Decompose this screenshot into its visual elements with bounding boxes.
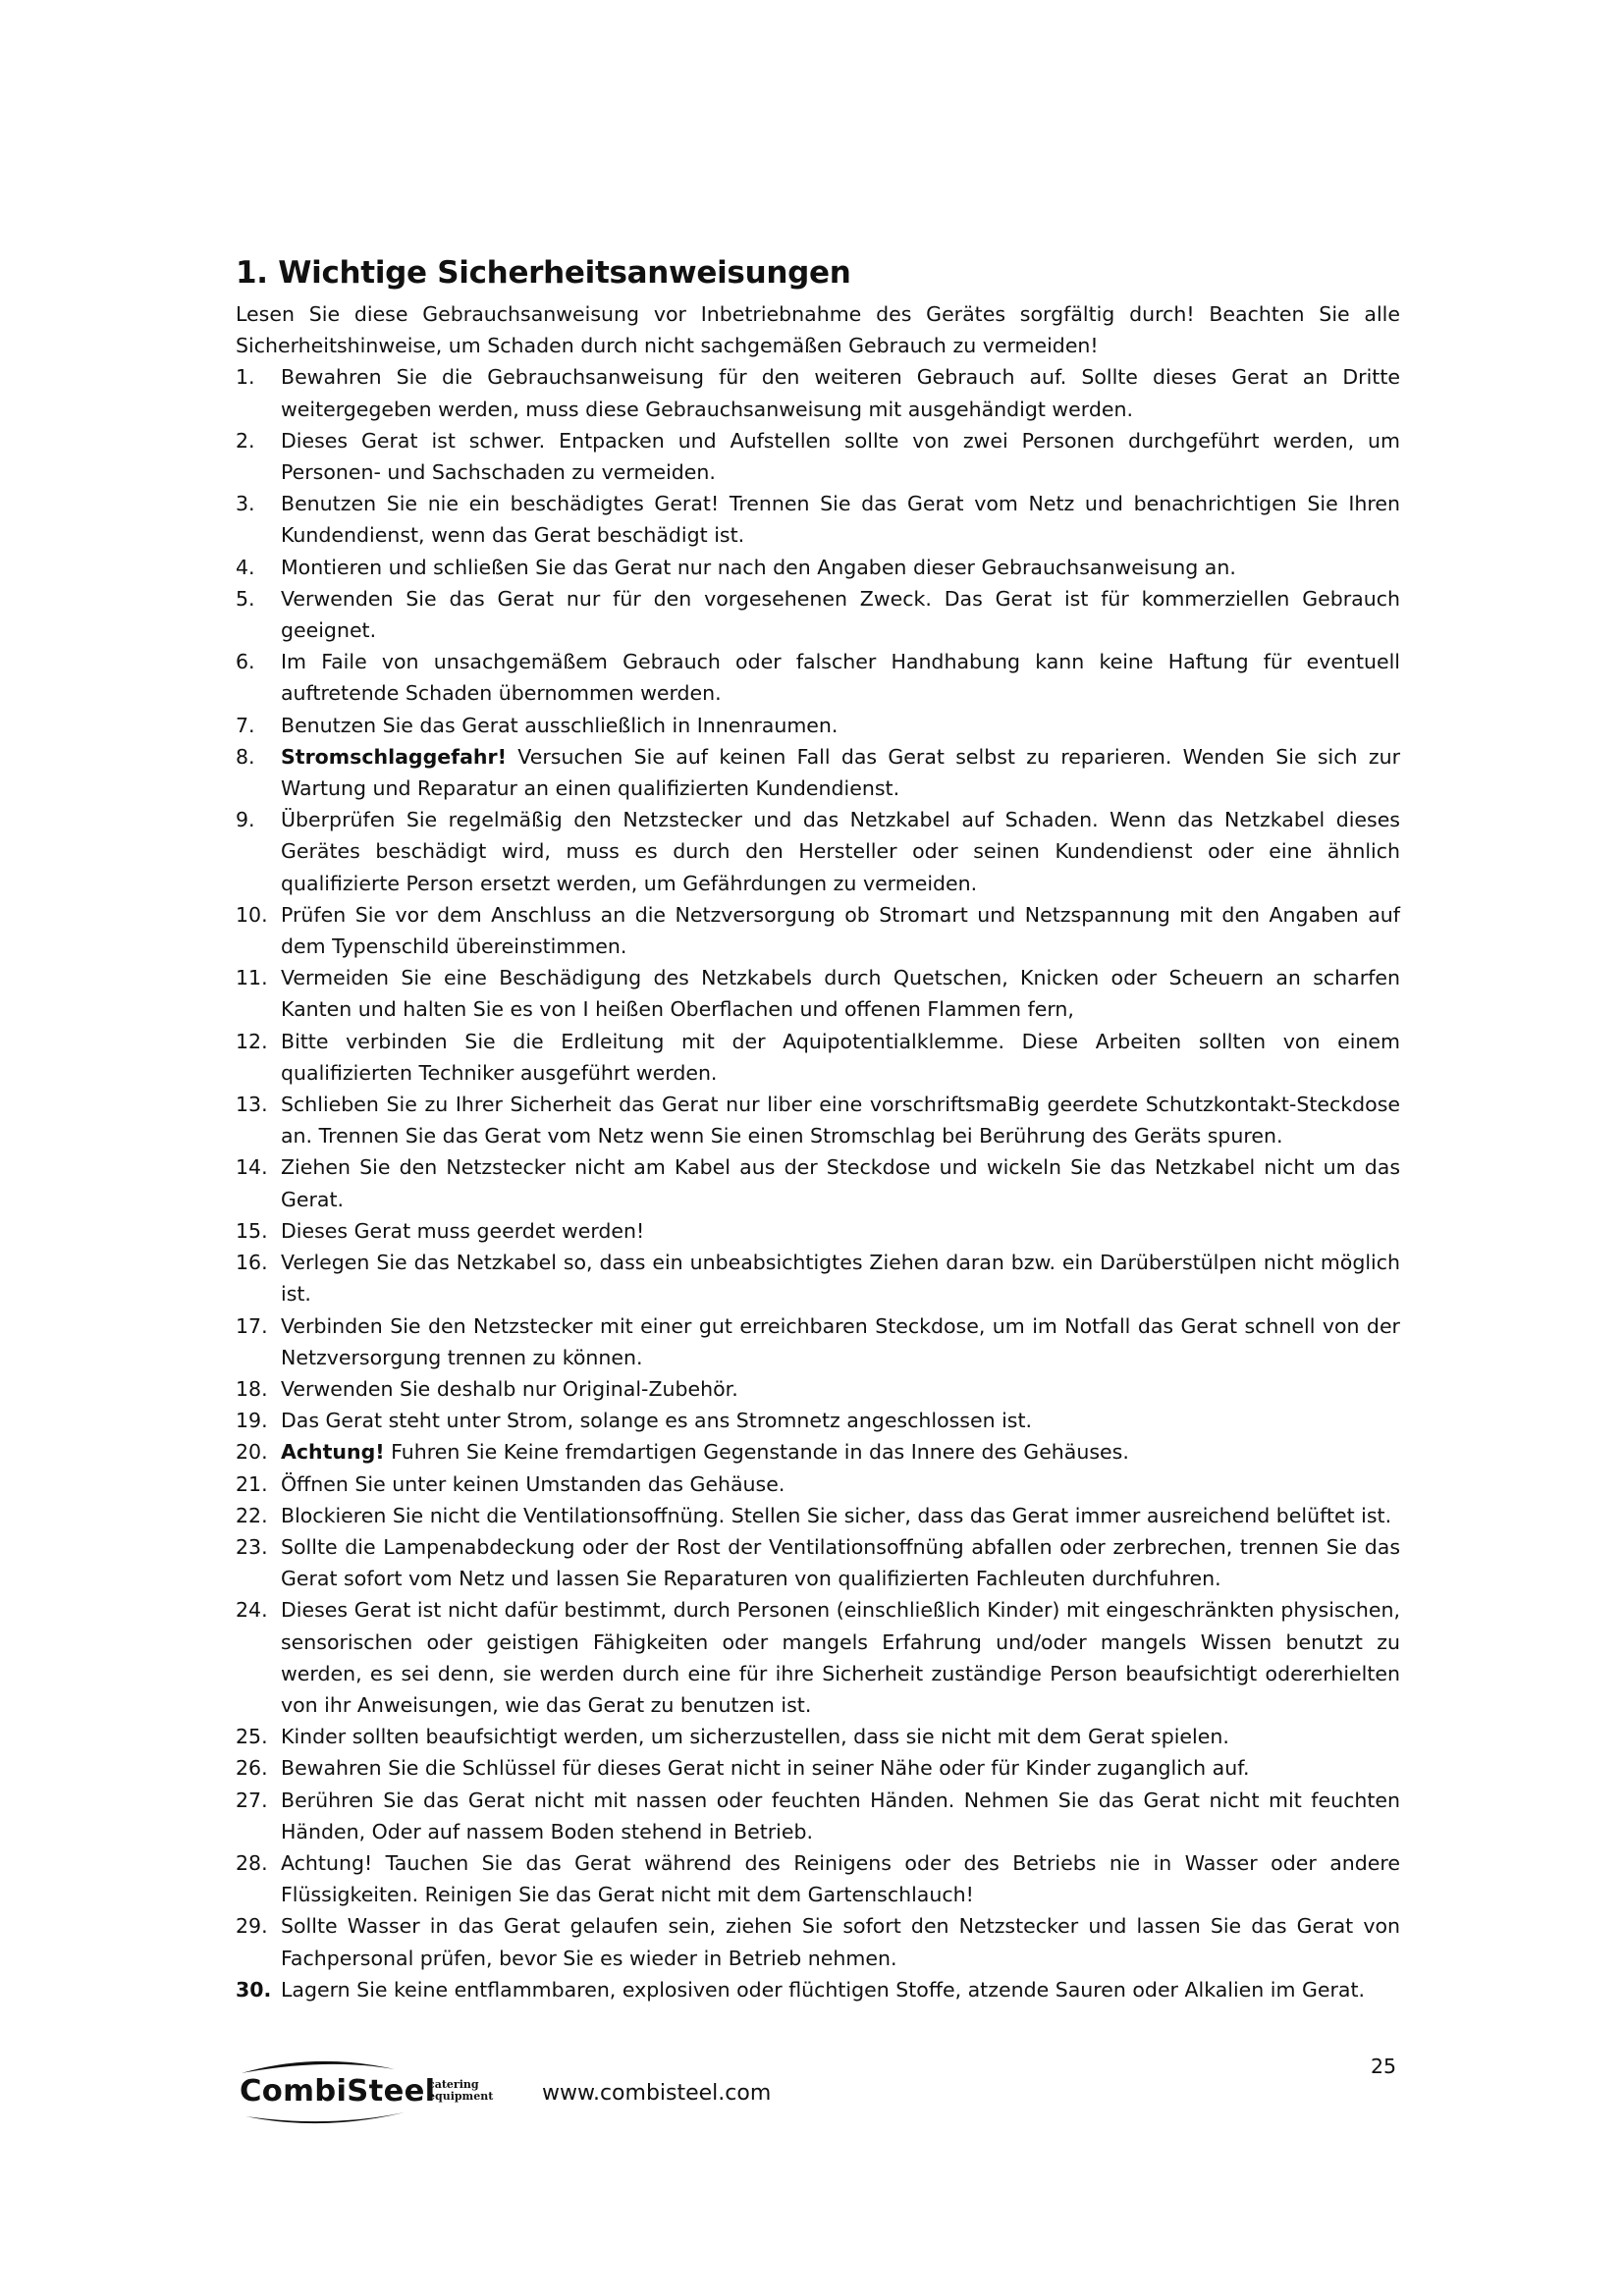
list-item: [236, 552, 1400, 583]
list-item: [236, 646, 1400, 709]
list-item-number: 24.: [236, 1598, 268, 1623]
list-item-number: 1.: [236, 365, 255, 390]
list-item: [236, 1151, 1400, 1214]
list-item-text: [281, 741, 1400, 804]
list-item-number: 9.: [236, 808, 255, 832]
list-item-body: Schlieben Sie zu Ihrer Sicherheit das Gerat nur liber eine vorschriftsmaBig geerdete Schutzkontakt-Steckdose an. Trennen Sie das Gerat vom Netz wenn Sie einen Stromschlag bei Berührung des Geräts spuren.: [281, 1093, 1400, 1148]
website-url: www.combisteel.com: [542, 2081, 772, 2106]
list-item-text: [281, 1310, 1400, 1373]
list-item: [236, 488, 1400, 551]
list-item-body: Vermeiden Sie eine Beschädigung des Netzkabels durch Quetschen, Knicken oder Scheuern an scharfen Kanten und halten Sie es von I heißen Oberflachen und offenen Flammen fern,: [281, 966, 1400, 1022]
list-item: [236, 1436, 1400, 1468]
list-item: [236, 361, 1400, 424]
list-item-body: Versuchen Sie auf keinen Fall das Gerat selbst zu reparieren. Wenden Sie sich zur Wartung und Reparatur an einen qualifizierten Kundendienst.: [281, 744, 1400, 801]
list-item-text: [281, 1974, 1400, 2005]
list-item-number: 16.: [236, 1251, 268, 1275]
list-item-body: Benutzen Sie nie ein beschädigtes Gerat! Trennen Sie das Gerat vom Netz und benachrichtigen Sie Ihren Kundendienst, wenn das Gerat beschädigt ist.: [281, 492, 1400, 548]
list-item-body: Dieses Gerat muss geerdet werden!: [281, 1218, 645, 1243]
list-item-body: Dieses Gerat ist nicht dafür bestimmt, durch Personen (einschließlich Kinder) mit eingeschränkten physischen, sensorischen oder geistigen Fähigkeiten oder mangels Erfahrung und/oder mangels Wissen benutzt zu werden, es sei denn, sie werden durch eine für ihre Sicherheit zuständige Person beaufsichtigt odererhielten von ihr Anweisungen, wie das Gerat zu benutzen ist.: [281, 1598, 1400, 1717]
safety-instructions-list: [236, 361, 1400, 2005]
list-item: [236, 425, 1400, 488]
list-item-text: [281, 583, 1400, 646]
list-item: [236, 899, 1400, 962]
logo-tagline-line2: equipment: [428, 2090, 494, 2103]
list-item-emphasis: Stromschlaggefahr!: [281, 744, 507, 769]
list-item: [236, 1531, 1400, 1594]
list-item-number: 13.: [236, 1093, 268, 1117]
list-item-text: [281, 1752, 1400, 1784]
list-item-number: 3.: [236, 492, 255, 516]
list-item-number: 15.: [236, 1218, 268, 1243]
list-item: [236, 804, 1400, 899]
list-item-body: Achtung! Tauchen Sie das Gerat während des Reinigens oder des Betriebs nie in Wasser oder andere Flüssigkeiten. Reinigen Sie das Gerat nicht mit dem Gartenschlauch!: [281, 1850, 1400, 1907]
list-item-number: 4.: [236, 555, 255, 579]
list-item: [236, 1500, 1400, 1531]
list-item-body: Im Faile von unsachgemäßem Gebrauch oder falscher Handhabung kann keine Haftung für eventuell auftretende Schaden übernommen werden.: [281, 650, 1400, 706]
list-item-number: 6.: [236, 650, 255, 674]
page-number: 25: [1371, 2055, 1397, 2078]
list-item-number: 22.: [236, 1503, 268, 1527]
list-item-number: 17.: [236, 1313, 268, 1338]
list-item-text: [281, 1531, 1400, 1594]
list-item-text: [281, 1215, 1400, 1247]
list-item-text: [281, 899, 1400, 962]
list-item-text: [281, 552, 1400, 583]
list-item-number: 11.: [236, 966, 268, 990]
list-item-text: [281, 425, 1400, 488]
list-item-body: Verbinden Sie den Netzstecker mit einer gut erreichbaren Steckdose, um im Notfall das Gerat schnell von der Netzversorgung trennen zu können.: [281, 1313, 1400, 1369]
list-item-body: Öffnen Sie unter keinen Umstanden das Gehäuse.: [281, 1471, 785, 1496]
list-item: [236, 1594, 1400, 1721]
list-item: [236, 1310, 1400, 1373]
list-item-number: 5.: [236, 586, 255, 611]
list-item-body: Prüfen Sie vor dem Anschluss an die Netzversorgung ob Stromart und Netzspannung mit den Angaben auf dem Typenschild übereinstimmen.: [281, 902, 1400, 959]
list-item-body: Sollte die Lampenabdeckung oder der Rost der Ventilationsoffnüng abfallen oder zerbrechen, trennen Sie das Gerat sofort vom Netz und lassen Sie Reparaturen von qualifizierten Fachleuten durchfuhren.: [281, 1534, 1400, 1591]
list-item-text: [281, 1373, 1400, 1405]
list-item: [236, 1373, 1400, 1405]
document-body: [236, 253, 1400, 2005]
list-item-text: [281, 1151, 1400, 1214]
list-item-text: [281, 804, 1400, 899]
list-item-number: 26.: [236, 1756, 268, 1781]
list-item: [236, 741, 1400, 804]
list-item-body: Ziehen Sie den Netzstecker nicht am Kabel aus der Steckdose und wickeln Sie das Netzkabel nicht um das Gerat.: [281, 1155, 1400, 1211]
list-item: [236, 1247, 1400, 1309]
combisteel-logo: [236, 2056, 509, 2128]
list-item-number: 20.: [236, 1440, 268, 1465]
list-item: [236, 1215, 1400, 1247]
list-item-text: [281, 962, 1400, 1025]
list-item: [236, 1089, 1400, 1151]
list-item-text: [281, 361, 1400, 424]
intro-paragraph: Lesen Sie diese Gebrauchsanweisung vor Inbetriebnahme des Gerätes sorgfältig durch! Beachten Sie alle Sicherheitshinweise, um Schaden durch nicht sachgemäßen Gebrauch zu vermeiden!: [236, 302, 1400, 358]
list-item-body: Überprüfen Sie regelmäßig den Netzstecker und das Netzkabel auf Schaden. Wenn das Netzkabel dieses Gerätes beschädigt wird, muss es durch den Hersteller oder seinen Kundendienst oder eine ähnlich qualifizierte Person ersetzt werden, um Gefährdungen zu vermeiden.: [281, 808, 1400, 895]
list-item-text: [281, 1468, 1400, 1500]
list-item-body: Berühren Sie das Gerat nicht mit nassen oder feuchten Händen. Nehmen Sie das Gerat nicht mit feuchten Händen, Oder auf nassem Boden stehend in Betrieb.: [281, 1788, 1400, 1843]
list-item-number: 30.: [236, 1977, 272, 2002]
list-item-body: Blockieren Sie nicht die Ventilationsoffnüng. Stellen Sie sicher, dass das Gerat immer ausreichend belüftet ist.: [281, 1503, 1392, 1527]
list-item-text: [281, 1910, 1400, 1973]
list-item-emphasis: Achtung!: [281, 1440, 385, 1465]
list-item: [236, 1026, 1400, 1089]
list-item: [236, 1752, 1400, 1784]
list-item-body: Lagern Sie keine entflammbaren, explosiven oder flüchtigen Stoffe, atzende Sauren oder Alkalien im Gerat.: [281, 1977, 1366, 2002]
list-item-body: Verlegen Sie das Netzkabel so, dass ein unbeabsichtigtes Ziehen daran bzw. ein Darüberstülpen nicht möglich ist.: [281, 1251, 1400, 1307]
list-item-number: 18.: [236, 1376, 268, 1401]
list-item: [236, 1910, 1400, 1973]
list-item-number: 28.: [236, 1850, 268, 1875]
list-item-text: [281, 1247, 1400, 1309]
list-item-number: 12.: [236, 1029, 268, 1053]
list-item-number: 8.: [236, 744, 255, 769]
list-item-text: [281, 646, 1400, 709]
list-item: [236, 710, 1400, 741]
list-item-text: [281, 488, 1400, 551]
list-item-number: 14.: [236, 1155, 268, 1180]
logo-tagline: [428, 2079, 493, 2103]
list-item: [236, 962, 1400, 1025]
list-item: [236, 1721, 1400, 1752]
list-item: [236, 583, 1400, 646]
logo-tagline-line1: catering: [428, 2078, 479, 2091]
section-title: 1. Wichtige Sicherheitsanweisungen: [236, 255, 851, 291]
list-item-text: [281, 1721, 1400, 1752]
list-item-number: 29.: [236, 1914, 268, 1939]
list-item-body: Bewahren Sie die Schlüssel für dieses Gerat nicht in seiner Nähe oder für Kinder zuganglich auf.: [281, 1756, 1250, 1781]
list-item-number: 7.: [236, 713, 255, 737]
list-item: [236, 1785, 1400, 1847]
list-item-body: Benutzen Sie das Gerat ausschließlich in Innenraumen.: [281, 713, 839, 737]
list-item-body: Bitte verbinden Sie die Erdleitung mit der Aquipotentialklemme. Diese Arbeiten sollten von einem qualifizierten Techniker ausgeführt werden.: [281, 1029, 1400, 1085]
list-item-text: [281, 1436, 1400, 1468]
list-item: [236, 1405, 1400, 1436]
list-item-body: Bewahren Sie die Gebrauchsanweisung für den weiteren Gebrauch auf. Sollte dieses Gerat an Dritte weitergegeben werden, muss diese Gebrauchsanweisung mit ausgehändigt werden.: [281, 365, 1400, 421]
list-item-number: 27.: [236, 1788, 268, 1812]
list-item-text: [281, 1089, 1400, 1151]
list-item-body: Sollte Wasser in das Gerat gelaufen sein, ziehen Sie sofort den Netzstecker und lassen Sie das Gerat von Fachpersonal prüfen, bevor Sie es wieder in Betrieb nehmen.: [281, 1914, 1400, 1970]
list-item-number: 19.: [236, 1409, 268, 1433]
list-item-number: 23.: [236, 1534, 268, 1559]
list-item: [236, 1974, 1400, 2005]
list-item-body: Dieses Gerat ist schwer. Entpacken und Aufstellen sollte von zwei Personen durchgeführt werden, um Personen- und Sachschaden zu vermeiden.: [281, 428, 1400, 485]
footer: [236, 2056, 771, 2128]
list-item-number: 2.: [236, 428, 255, 453]
logo-wordmark: CombiSteel: [240, 2074, 436, 2109]
list-item-body: Verwenden Sie das Gerat nur für den vorgesehenen Zweck. Das Gerat ist für kommerziellen Gebrauch geeignet.: [281, 586, 1400, 643]
list-item: [236, 1468, 1400, 1500]
list-item-body: Das Gerat steht unter Strom, solange es ans Stromnetz angeschlossen ist.: [281, 1409, 1033, 1433]
list-item-number: 25.: [236, 1725, 268, 1749]
list-item: [236, 1847, 1400, 1910]
list-item-text: [281, 1847, 1400, 1910]
list-item-text: [281, 710, 1400, 741]
list-item-number: 10.: [236, 902, 268, 927]
list-item-number: 21.: [236, 1471, 268, 1496]
list-item-text: [281, 1594, 1400, 1721]
list-item-body: Kinder sollten beaufsichtigt werden, um sicherzustellen, dass sie nicht mit dem Gerat spielen.: [281, 1725, 1229, 1749]
list-item-body: Verwenden Sie deshalb nur Original-Zubehör.: [281, 1376, 738, 1401]
list-item-text: [281, 1785, 1400, 1847]
list-item-body: Fuhren Sie Keine fremdartigen Gegenstande in das Innere des Gehäuses.: [384, 1440, 1129, 1465]
list-item-text: [281, 1026, 1400, 1089]
list-item-text: [281, 1405, 1400, 1436]
list-item-body: Montieren und schließen Sie das Gerat nur nach den Angaben dieser Gebrauchsanweisung an.: [281, 555, 1236, 579]
list-item-text: [281, 1500, 1400, 1531]
